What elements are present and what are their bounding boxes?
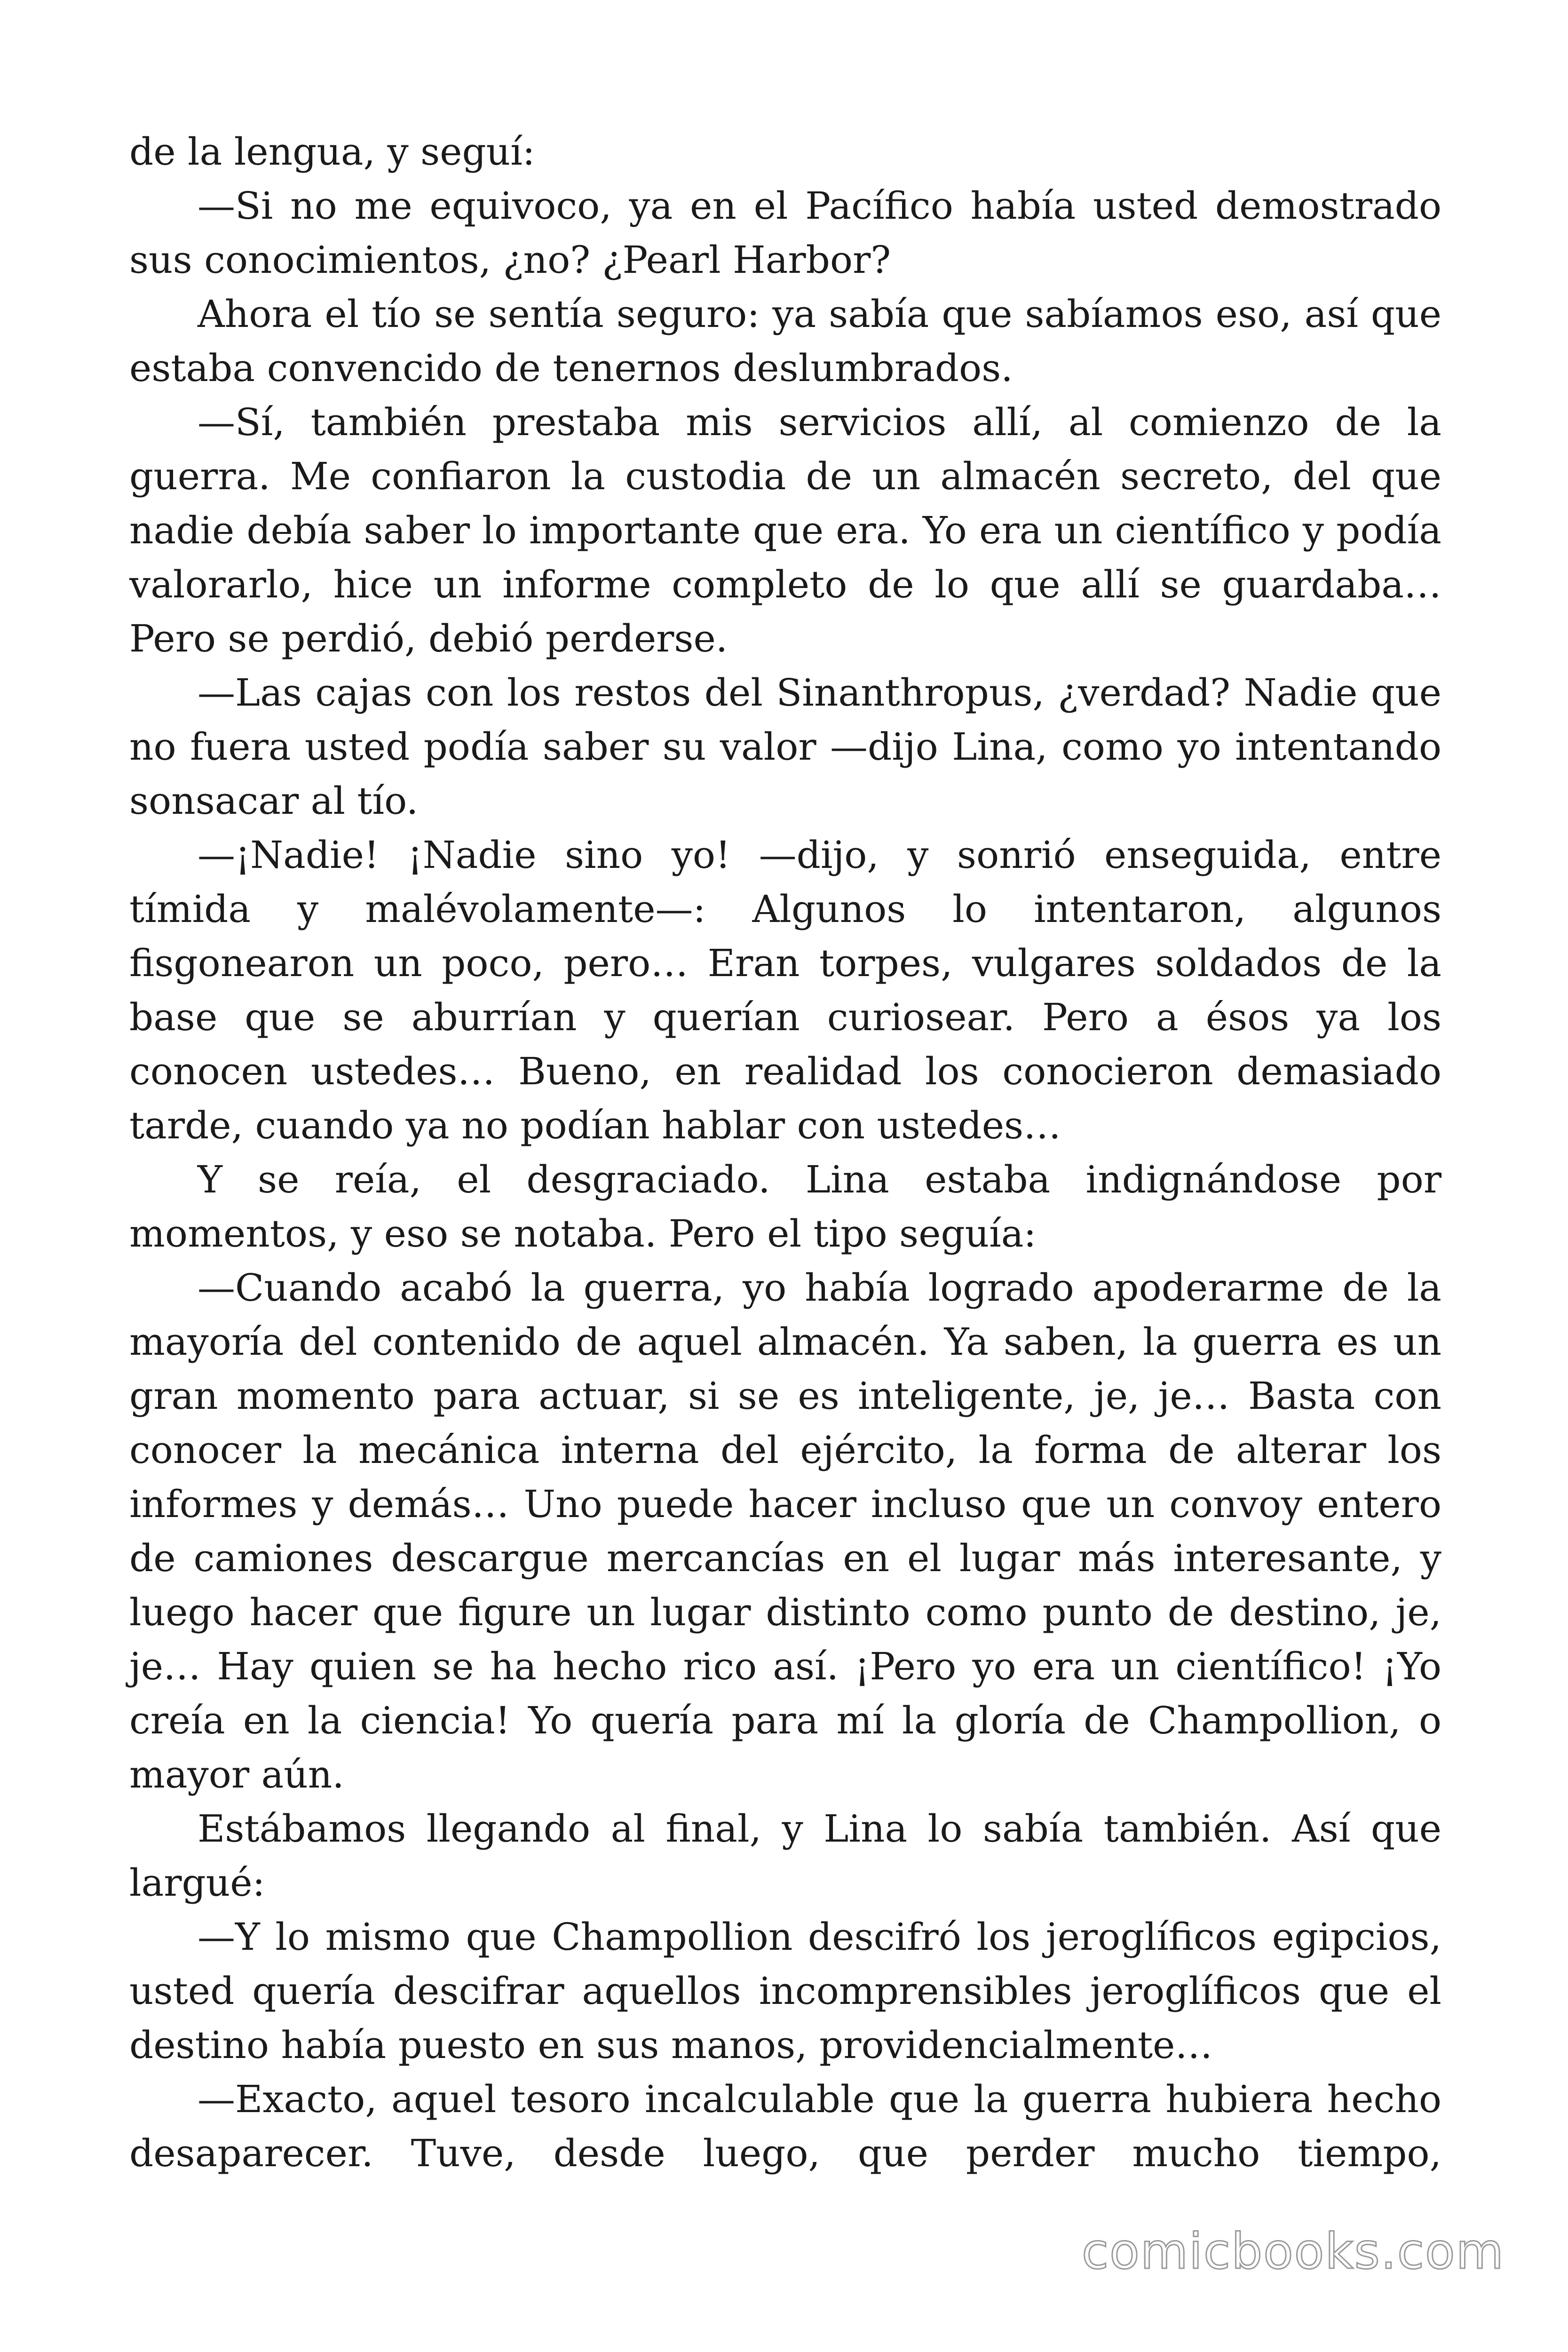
paragraph-8: —Cuando acabó la guerra, yo había logrado apoderarme de la mayoría del contenido de aquel almacén. Ya saben, la guerra es un gran momento para actuar, si se es inteligente, je, je… Basta con conocer la mecánica interna del ejército, la forma de alterar los informes y demás… Uno puede hacer incluso que un convoy entero de camiones descargue mercancías en el lugar más interesante, y luego hacer que figure un lugar distinto como punto de destino, je, je… Hay quien se ha hecho rico así. ¡Pero yo era un científico! ¡Yo creía en la ciencia! Yo quería para mí la gloría de Champollion, o mayor aún.	[129, 1266, 1441, 1796]
paragraph-11: —Exacto, aquel tesoro incalculable que la guerra hubiera hecho desaparecer. Tuve, desde luego, que perder mucho tiempo,	[129, 2077, 1441, 2175]
paragraph-9: Estábamos llegando al final, y Lina lo sabía también. Así que largué:	[129, 1807, 1441, 1905]
paragraph-1: de la lengua, y seguí:	[129, 130, 535, 174]
paragraph-10: —Y lo mismo que Champollion descifró los jeroglíficos egipcios, usted quería descifrar aquellos incomprensibles jeroglíficos que el destino había puesto en sus manos, providencialmente…	[129, 1915, 1441, 2067]
paragraph-4: —Sí, también prestaba mis servicios allí, al comienzo de la guerra. Me confiaron la custodia de un almacén secreto, del que nadie debía saber lo importante que era. Yo era un científico y podía valorarlo, hice un informe completo de lo que allí se guardaba… Pero se perdió, debió perderse.	[129, 400, 1441, 660]
paragraph-2: —Si no me equivoco, ya en el Pacífico había usted demostrado sus conocimientos, ¿no? ¿Pearl Harbor?	[129, 184, 1441, 282]
page-text	[129, 125, 1441, 2180]
paragraph-5: —Las cajas con los restos del Sinanthropus, ¿verdad? Nadie que no fuera usted podía saber su valor —dijo Lina, como yo intentando sonsacar al tío.	[129, 671, 1441, 823]
paragraph-7: Y se reía, el desgraciado. Lina estaba indignándose por momentos, y eso se notaba. Pero el tipo seguía:	[129, 1158, 1441, 1255]
paragraph-3: Ahora el tío se sentía seguro: ya sabía que sabíamos eso, así que estaba convencido de tenernos deslumbrados.	[129, 292, 1441, 390]
paragraph-6: —¡Nadie! ¡Nadie sino yo! —dijo, y sonrió enseguida, entre tímida y malévolamente—: Algunos lo intentaron, algunos fisgonearon un poco, pero… Eran torpes, vulgares soldados de la base que se aburrían y querían curiosear. Pero a ésos ya los conocen ustedes… Bueno, en realidad los conocieron demasiado tarde, cuando ya no podían hablar con ustedes…	[129, 833, 1441, 1147]
watermark-logo: comicbooks.com	[1081, 2223, 1505, 2280]
